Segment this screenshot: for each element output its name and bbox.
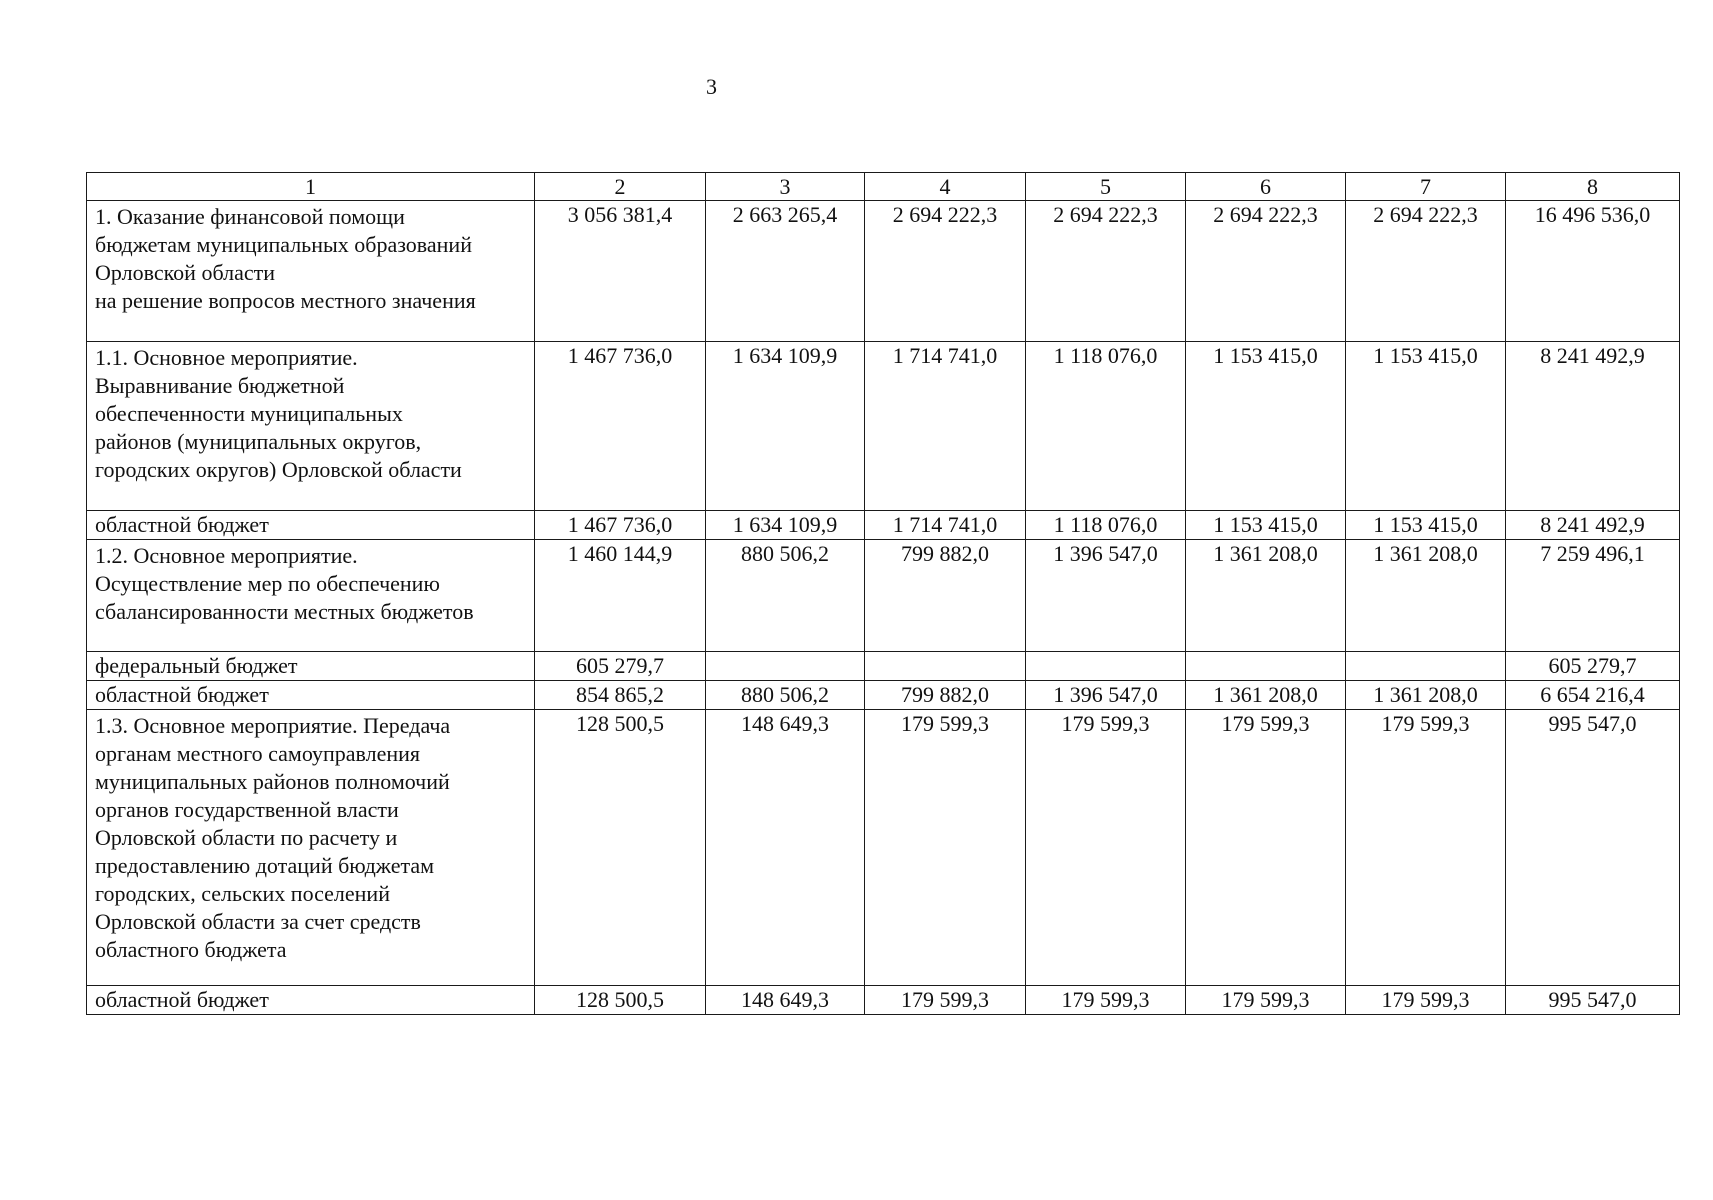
- table-row: [87, 652, 1680, 681]
- row-total: 605 279,7: [1506, 652, 1680, 681]
- row-value: 1 153 415,0: [1186, 342, 1346, 511]
- row-value: 179 599,3: [865, 986, 1026, 1015]
- column-header-5: 5: [1026, 173, 1186, 201]
- row-total: 16 496 536,0: [1506, 201, 1680, 342]
- row-value: 3 056 381,4: [535, 201, 706, 342]
- row-value: 880 506,2: [706, 681, 865, 710]
- row-value: 179 599,3: [1346, 986, 1506, 1015]
- row-value: 1 361 208,0: [1186, 540, 1346, 652]
- row-value: 179 599,3: [865, 710, 1026, 986]
- row-total: 7 259 496,1: [1506, 540, 1680, 652]
- column-header-7: 7: [1346, 173, 1506, 201]
- row-label: областной бюджет: [87, 681, 535, 710]
- row-value: 1 361 208,0: [1186, 681, 1346, 710]
- column-header-3: 3: [706, 173, 865, 201]
- row-value: 1 396 547,0: [1026, 681, 1186, 710]
- row-value: [1186, 652, 1346, 681]
- column-header-1: 1: [87, 173, 535, 201]
- row-value: 2 694 222,3: [865, 201, 1026, 342]
- row-value: [1346, 652, 1506, 681]
- row-value: 1 714 741,0: [865, 342, 1026, 511]
- row-value: 1 460 144,9: [535, 540, 706, 652]
- row-value: 179 599,3: [1186, 986, 1346, 1015]
- row-value: 2 694 222,3: [1346, 201, 1506, 342]
- row-value: 1 153 415,0: [1346, 511, 1506, 540]
- row-value: [865, 652, 1026, 681]
- row-value: 1 634 109,9: [706, 342, 865, 511]
- row-value: 1 118 076,0: [1026, 511, 1186, 540]
- row-value: 1 118 076,0: [1026, 342, 1186, 511]
- row-value: 1 153 415,0: [1186, 511, 1346, 540]
- row-value: 1 467 736,0: [535, 511, 706, 540]
- row-value: 2 663 265,4: [706, 201, 865, 342]
- table-row: [87, 342, 1680, 511]
- table-row: [87, 681, 1680, 710]
- row-label: областной бюджет: [87, 511, 535, 540]
- row-value: 1 361 208,0: [1346, 681, 1506, 710]
- column-header-4: 4: [865, 173, 1026, 201]
- row-total: 995 547,0: [1506, 710, 1680, 986]
- row-value: 799 882,0: [865, 681, 1026, 710]
- column-header-8: 8: [1506, 173, 1680, 201]
- row-value: 605 279,7: [535, 652, 706, 681]
- column-header-2: 2: [535, 173, 706, 201]
- row-value: 799 882,0: [865, 540, 1026, 652]
- row-label: 1.1. Основное мероприятие. Выравнивание бюджетной обеспеченности муниципальных районов (муниципальных округов, городских округов) Орловской области: [87, 342, 535, 511]
- row-value: 148 649,3: [706, 986, 865, 1015]
- row-label: 1.2. Основное мероприятие. Осуществление мер по обеспечению сбалансированности местных бюджетов: [87, 540, 535, 652]
- row-value: 1 153 415,0: [1346, 342, 1506, 511]
- row-value: 148 649,3: [706, 710, 865, 986]
- column-header-6: 6: [1186, 173, 1346, 201]
- row-value: 2 694 222,3: [1026, 201, 1186, 342]
- row-label: 1.3. Основное мероприятие. Передача органам местного самоуправления муниципальных районов полномочий органов государственной власти Орловской области по расчету и предоставлению дотаций бюджетам городских, сельских поселений Орловской области за счет средств областного бюджета: [87, 710, 535, 986]
- table-row: [87, 710, 1680, 986]
- row-total: 995 547,0: [1506, 986, 1680, 1015]
- table-row: [87, 986, 1680, 1015]
- row-label: 1. Оказание финансовой помощи бюджетам муниципальных образований Орловской области на решение вопросов местного значения: [87, 201, 535, 342]
- row-value: 2 694 222,3: [1186, 201, 1346, 342]
- row-value: 1 714 741,0: [865, 511, 1026, 540]
- page-number: [0, 74, 1713, 100]
- row-value: 179 599,3: [1026, 710, 1186, 986]
- table-row: [87, 511, 1680, 540]
- row-label: областной бюджет: [87, 986, 535, 1015]
- table-row: [87, 540, 1680, 652]
- row-label: федеральный бюджет: [87, 652, 535, 681]
- row-total: 8 241 492,9: [1506, 511, 1680, 540]
- row-value: 880 506,2: [706, 540, 865, 652]
- row-value: 179 599,3: [1346, 710, 1506, 986]
- row-value: 854 865,2: [535, 681, 706, 710]
- budget-table: [86, 172, 1680, 1015]
- row-total: 8 241 492,9: [1506, 342, 1680, 511]
- row-value: 128 500,5: [535, 986, 706, 1015]
- row-value: 1 634 109,9: [706, 511, 865, 540]
- row-value: 179 599,3: [1186, 710, 1346, 986]
- row-value: 179 599,3: [1026, 986, 1186, 1015]
- row-value: 128 500,5: [535, 710, 706, 986]
- row-value: 1 361 208,0: [1346, 540, 1506, 652]
- page-number-text: 3: [706, 74, 717, 99]
- row-value: 1 396 547,0: [1026, 540, 1186, 652]
- row-total: 6 654 216,4: [1506, 681, 1680, 710]
- row-value: [1026, 652, 1186, 681]
- row-value: [706, 652, 865, 681]
- column-number-header-row: [87, 173, 1680, 201]
- row-value: 1 467 736,0: [535, 342, 706, 511]
- table-row: [87, 201, 1680, 342]
